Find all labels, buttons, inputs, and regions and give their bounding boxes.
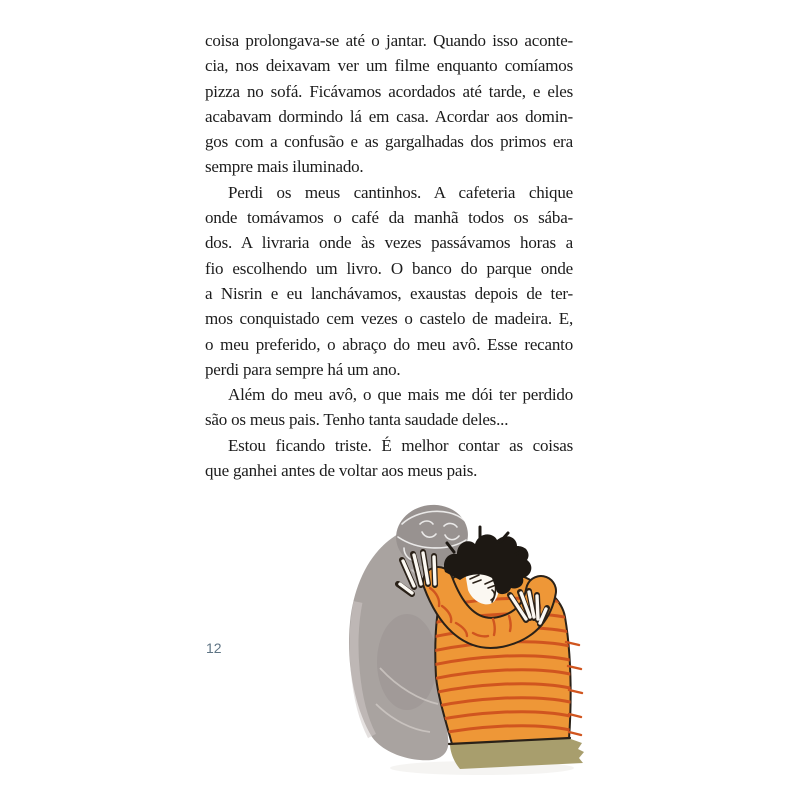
- text-line: Perdi os meus cantinhos. A cafeteria chique: [228, 182, 573, 202]
- watercolor-patch: [377, 614, 437, 710]
- paragraph: [205, 28, 573, 180]
- trousers: [449, 738, 584, 769]
- text-line: acabavam dormindo lá em casa. Acordar aos domin-: [205, 106, 573, 126]
- text-block: [205, 28, 573, 483]
- text-line: mos conquistado cem vezes o castelo de madeira. E,: [205, 309, 573, 329]
- text-line: gos com a confusão e as gargalhadas dos primos era: [205, 132, 573, 152]
- page-number: 12: [206, 640, 222, 656]
- text-line: o meu preferido, o abraço do meu avô. Esse recanto: [205, 334, 573, 354]
- text-line: Além do meu avô, o que mais me dói ter perdido: [228, 385, 573, 405]
- text-line: perdi para sempre há um ano.: [205, 359, 401, 379]
- text-line: coisa prolongava-se até o jantar. Quando isso aconte-: [205, 31, 573, 50]
- paragraph: [205, 180, 573, 382]
- text-line: dos. A livraria onde às vezes passávamos horas a: [205, 233, 573, 253]
- text-line: Estou ficando triste. É melhor contar as coisas: [228, 435, 573, 455]
- text-line: cia, nos deixavam ver um filme enquanto comíamos: [205, 56, 573, 76]
- text-line: são os meus pais. Tenho tanta saudade deles...: [205, 410, 509, 430]
- text-line: pizza no sofá. Ficávamos acordados até tarde, e eles: [205, 81, 573, 101]
- text-line: sempre mais iluminado.: [205, 157, 364, 177]
- text-line: onde tomávamos o café da manhã todos os sába-: [205, 208, 573, 228]
- paragraph: [205, 382, 573, 483]
- hug-illustration: [332, 492, 600, 784]
- text-line: a Nisrin e eu lanchávamos, exaustas depois de ter-: [205, 283, 573, 303]
- text-line: fio escolhendo um livro. O banco do parque onde: [205, 258, 573, 278]
- text-line: que ganhei antes de voltar aos meus pais.: [205, 461, 478, 481]
